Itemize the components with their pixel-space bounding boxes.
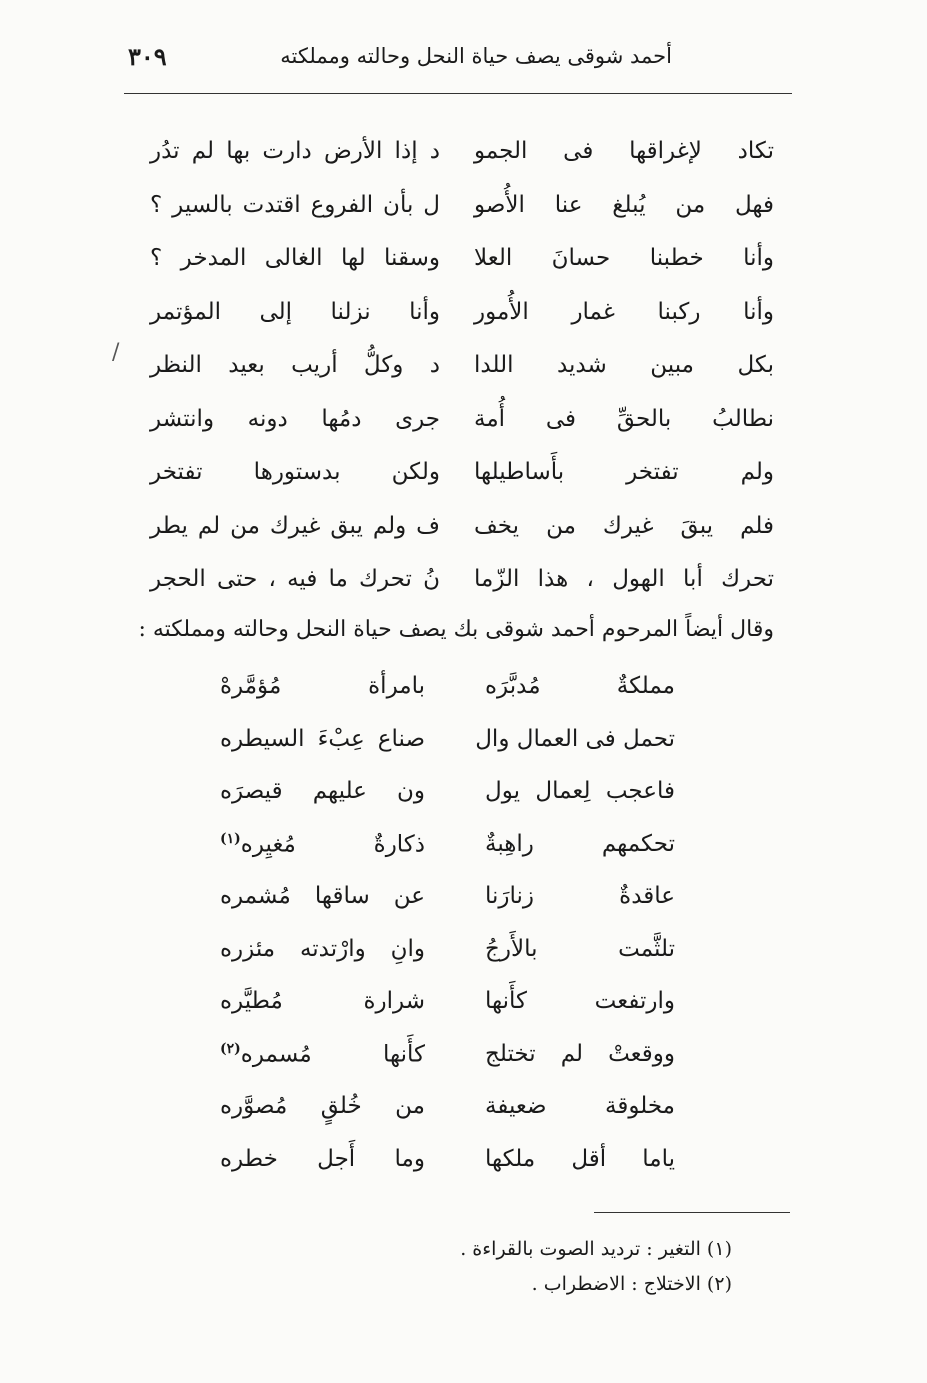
verse-line: [220, 726, 675, 766]
verse-line: [220, 936, 675, 976]
second-hemistich-text: وانِ وارْتدته مئزره: [220, 935, 425, 962]
second-hemistich: [220, 988, 425, 1014]
second-hemistich-text: نُ تحرك ما فيه ، حتى الحجر: [150, 566, 440, 592]
verse-line: [150, 138, 774, 178]
footnote-marker: (١): [220, 830, 241, 847]
second-hemistich-text: شرارة مُطيَّره: [220, 988, 425, 1014]
page-number: ٣٠٩: [128, 42, 167, 71]
second-hemistich: [220, 1146, 425, 1172]
page-header: [110, 42, 790, 82]
second-hemistich: [220, 1093, 425, 1119]
first-hemistich: وارتفعت كأَنها: [485, 988, 675, 1014]
verse-line: [150, 352, 774, 392]
first-hemistich: بكل مبين شديد اللدا: [474, 352, 774, 378]
first-hemistich: مخلوقة ضعيفة: [485, 1093, 675, 1119]
second-hemistich-text: د إذا الأرض دارت بها لم تدُر: [150, 138, 440, 164]
first-hemistich: مملكةٌ مُدبَّرَه: [485, 673, 675, 699]
footnote-marker: (٢): [220, 1040, 241, 1057]
first-hemistich: تلثَّمت بالأَرجُ: [485, 935, 675, 962]
first-hemistich: فاعجب لِعمال يول: [485, 778, 675, 804]
second-hemistich: [150, 299, 440, 325]
second-hemistich: [150, 459, 440, 485]
verse-line: [150, 299, 774, 339]
first-hemistich: وأنا خطبنا حسانَ العلا: [474, 245, 774, 271]
second-hemistich: [150, 566, 440, 592]
first-hemistich: تكاد لإغراقها فى الجمو: [474, 138, 774, 164]
second-hemistich-text: صناع عِبْءَ السيطره: [220, 725, 425, 752]
verse-line: [220, 831, 675, 871]
poem-intro: وقال أيضاً المرحوم أحمد شوقى بك يصف حياة النحل وحالته ومملكته :: [138, 617, 774, 642]
running-title: أحمد شوقى يصف حياة النحل وحالته ومملكته: [280, 44, 672, 68]
second-hemistich: [220, 936, 425, 962]
verse-line: [150, 459, 774, 499]
second-hemistich-text: ف ولم يبق غيرك من لم يطر: [150, 512, 440, 539]
verse-line: [220, 673, 675, 713]
margin-pencil-mark: /: [112, 340, 120, 365]
verse-line: [220, 1146, 675, 1186]
verse-line: [220, 778, 675, 818]
second-hemistich-text: جرى دمُها دونه وانتشر: [150, 405, 440, 432]
header-rule: [124, 93, 792, 94]
footnote-2: (٢) الاختلاج : الاضطراب .: [531, 1273, 732, 1295]
first-hemistich: نطالبُ بالحقِّ فى أُمة: [474, 405, 774, 432]
verse-line: [220, 988, 675, 1028]
second-hemistich-text: ون عليهم قيصرَه: [220, 778, 425, 804]
first-hemistich: فلم يبقَ غيرك من يخف: [474, 512, 774, 539]
second-hemistich-text: ولكن بدستورها تفتخر: [150, 459, 440, 485]
verse-line: [150, 245, 774, 285]
first-hemistich: عاقدةٌ زنارَنا: [485, 883, 675, 909]
first-hemistich: ياما أقل ملكها: [485, 1145, 675, 1172]
second-hemistich: [220, 673, 425, 699]
second-hemistich: [150, 406, 440, 432]
second-hemistich-text: من خُلقٍ مُصوَّره: [220, 1093, 425, 1119]
second-hemistich-text: ذكارةٌ مُغيِره: [240, 831, 425, 858]
verse-line: [150, 566, 774, 606]
second-hemistich-text: عن ساقها مُشمره: [220, 883, 425, 909]
second-hemistich: [220, 831, 425, 858]
verse-line: [150, 192, 774, 232]
verse-line: [220, 1093, 675, 1133]
second-hemistich: [150, 192, 440, 218]
second-hemistich: [220, 883, 425, 909]
second-hemistich: [220, 726, 425, 752]
first-hemistich: فهل من يُبلغ عنا الأُصو: [474, 191, 774, 218]
verse-line: [150, 513, 774, 553]
second-hemistich-text: د وكلُّ أريب بعيد النظر: [150, 352, 440, 378]
second-hemistich-text: بامرأة مُؤمَّرهْ: [220, 673, 425, 699]
second-hemistich-text: كأَنها مُسمره: [240, 1041, 425, 1068]
first-hemistich: تحمل فى العمال وال: [475, 725, 675, 752]
second-hemistich-text: ل بأن الفروع اقتدت بالسير ؟: [150, 191, 440, 218]
second-hemistich-text: وما أَجل خطره: [220, 1145, 425, 1172]
first-hemistich: ووقعتْ لم تختلج: [485, 1040, 675, 1067]
second-hemistich: [150, 138, 440, 164]
second-hemistich-text: وأنا نزلنا إلى المؤتمر: [150, 298, 440, 325]
first-hemistich: تحرك أبا الهول ، هذا الزّما: [474, 566, 774, 592]
second-hemistich-text: وسقنا لها الغالى المدخر ؟: [150, 245, 440, 271]
verse-line: [150, 406, 774, 446]
verse-line: [220, 883, 675, 923]
second-hemistich: [150, 513, 440, 539]
first-hemistich: وأنا ركبنا غمار الأُمور: [474, 298, 774, 325]
second-hemistich: [150, 245, 440, 271]
footnote-1: (١) التغير : ترديد الصوت بالقراءة .: [460, 1238, 732, 1260]
second-hemistich: [220, 1041, 425, 1068]
first-hemistich: تحكمهم راهِبةٌ: [485, 830, 675, 857]
footnote-rule: [594, 1212, 790, 1213]
second-hemistich: [220, 778, 425, 804]
first-hemistich: ولم تفتخر بأَساطيلها: [474, 459, 774, 485]
verse-line: [220, 1041, 675, 1081]
second-hemistich: [150, 352, 440, 378]
